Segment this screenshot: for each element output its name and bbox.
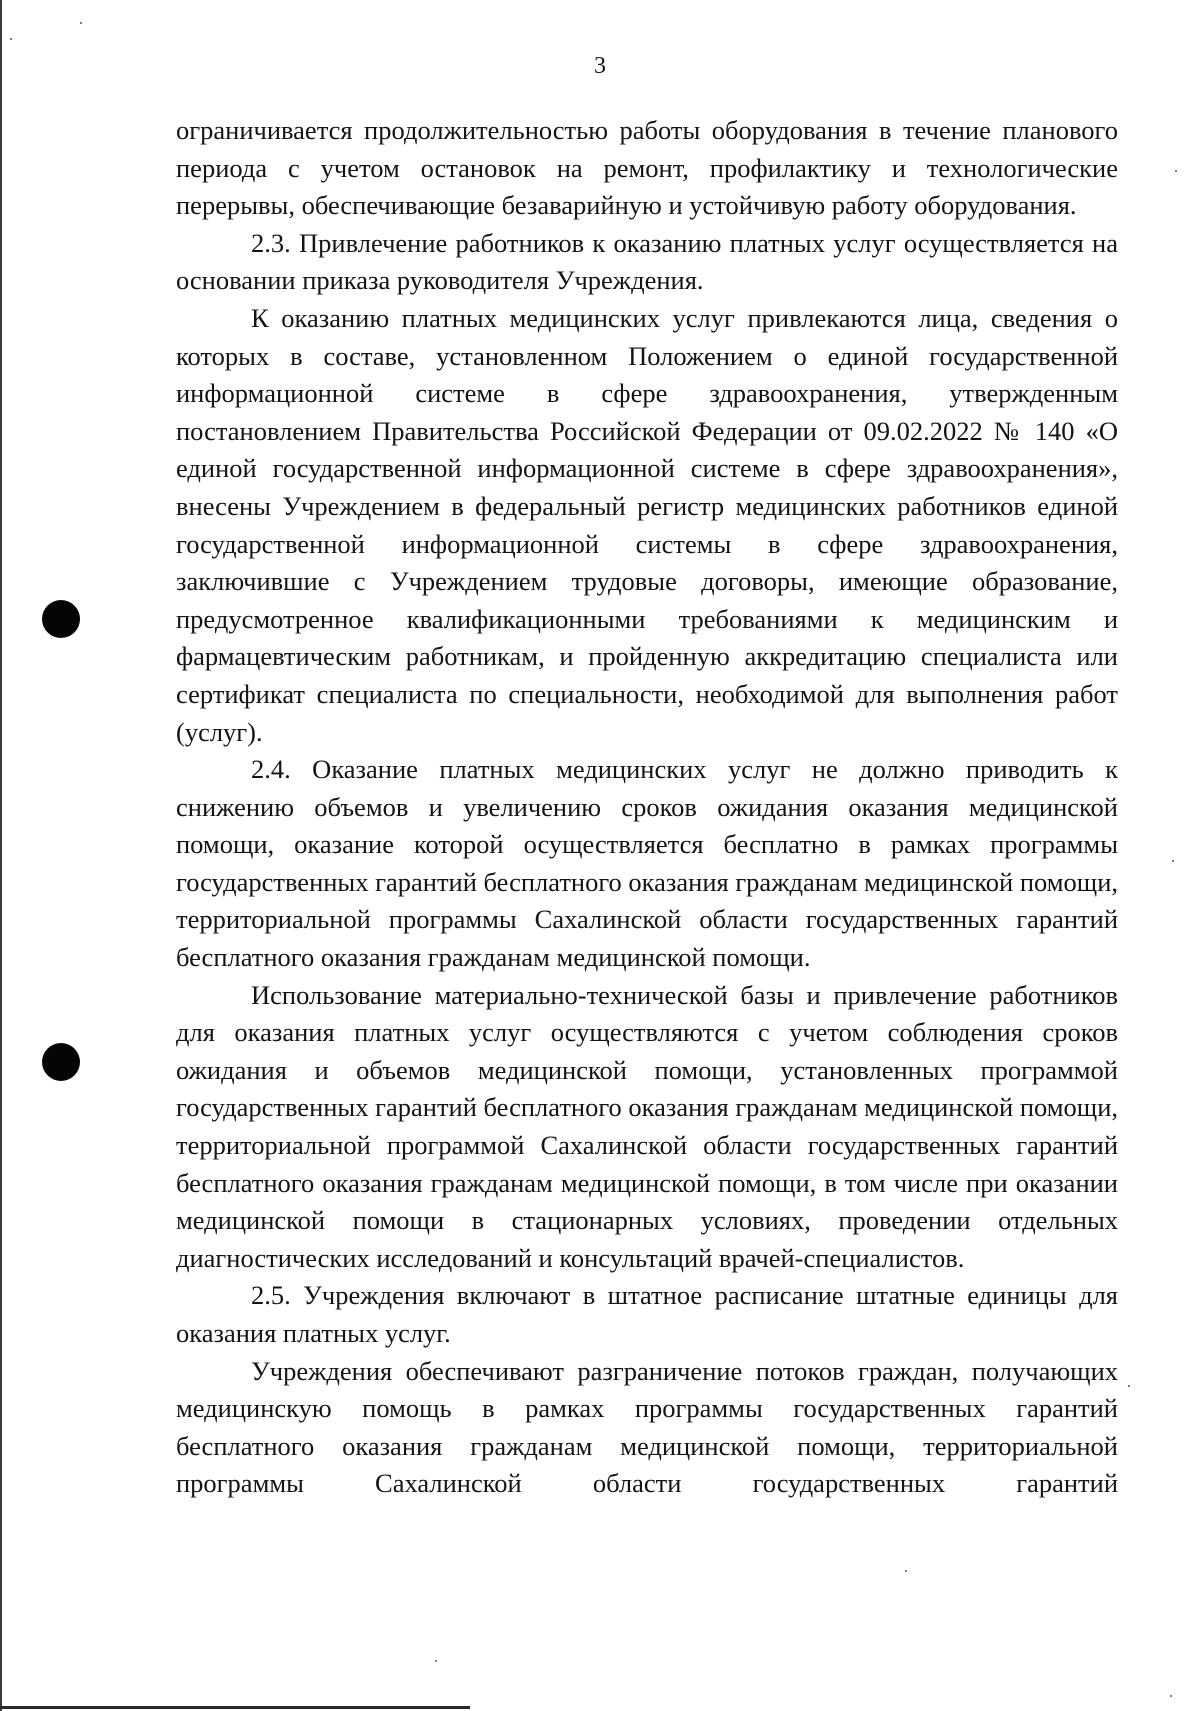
- paragraph-staff-requirements: К оказанию платных медицинских услуг привлекаются лица, сведения о которых в составе, установленном Положением о единой государственной информационной системе в сфере здравоохранения, утвержденным постановлением Правительства Российской Федерации от 09.02.2022 № 140 «О единой государственной информационной системе в сфере здравоохранения», внесены Учреждением в федеральный регистр медицинских работников единой государственной информационной системы в сфере здравоохранения, заключившие с Учреждением трудовые договоры, имеющие образование, предусмотренное квалификационными требованиями к медицинским и фармацевтическим работникам, и пройденную аккредитацию специалиста или сертификат специалиста по специальности, необходимой для выполнения работ (услуг).: [176, 302, 1118, 747]
- scan-speck: [10, 38, 12, 40]
- scan-speck: [905, 1570, 907, 1572]
- scan-speck: [80, 22, 82, 24]
- scan-speck: [1175, 170, 1177, 172]
- scan-speck: [1128, 1385, 1130, 1387]
- scan-edge-left: [0, 0, 2, 1711]
- paragraph-patient-flows: Учреждения обеспечивают разграничение потоков граждан, получающих медицинскую помощь в рамках программы государственных гарантий бесплатного оказания гражданам медицинской помощи, территориальной программы Сахалинской области государственных гарантий: [176, 1355, 1118, 1499]
- paragraph-2-4: 2.4. Оказание платных медицинских услуг не должно приводить к снижению объемов и увеличению сроков ожидания оказания медицинской помощи, оказание которой осуществляется бесплатно в рамках программы государственных гарантий бесплатного оказания гражданам медицинской помощи, территориальной программы Сахалинской области государственных гарантий бесплатного оказания гражданам медицинской помощи.: [176, 754, 1118, 973]
- scan-speck: [1172, 860, 1174, 862]
- punch-hole-top: [42, 600, 80, 638]
- scan-edge-bottom: [0, 1706, 470, 1709]
- scan-speck: [1170, 1695, 1172, 1697]
- document-body: [176, 112, 1118, 1503]
- page-number: 3: [594, 53, 606, 79]
- paragraph-resource-usage: Использование материально-технической базы и привлечение работников для оказания платных услуг осуществляются с учетом соблюдения сроков ожидания и объемов медицинской помощи, установленных программой государственных гарантий бесплатного оказания гражданам медицинской помощи, территориальной программой Сахалинской области государственных гарантий бесплатного оказания гражданам медицинской помощи, в том числе при оказании медицинской помощи в стационарных условиях, проведении отдельных диагностических исследований и консультаций врачей-специалистов.: [176, 979, 1118, 1273]
- scan-speck: [435, 1660, 437, 1662]
- paragraph-2-3: 2.3. Привлечение работников к оказанию платных услуг осуществляется на основании приказа руководителя Учреждения.: [176, 227, 1118, 296]
- paragraph-2-5: 2.5. Учреждения включают в штатное расписание штатные единицы для оказания платных услуг.: [176, 1280, 1118, 1348]
- paragraph-continuation: ограничивается продолжительностью работы оборудования в течение планового периода с учетом остановок на ремонт, профилактику и технологические перерывы, обеспечивающие безаварийную и устойчивую работу оборудования.: [176, 115, 1118, 221]
- punch-hole-bottom: [42, 1043, 80, 1081]
